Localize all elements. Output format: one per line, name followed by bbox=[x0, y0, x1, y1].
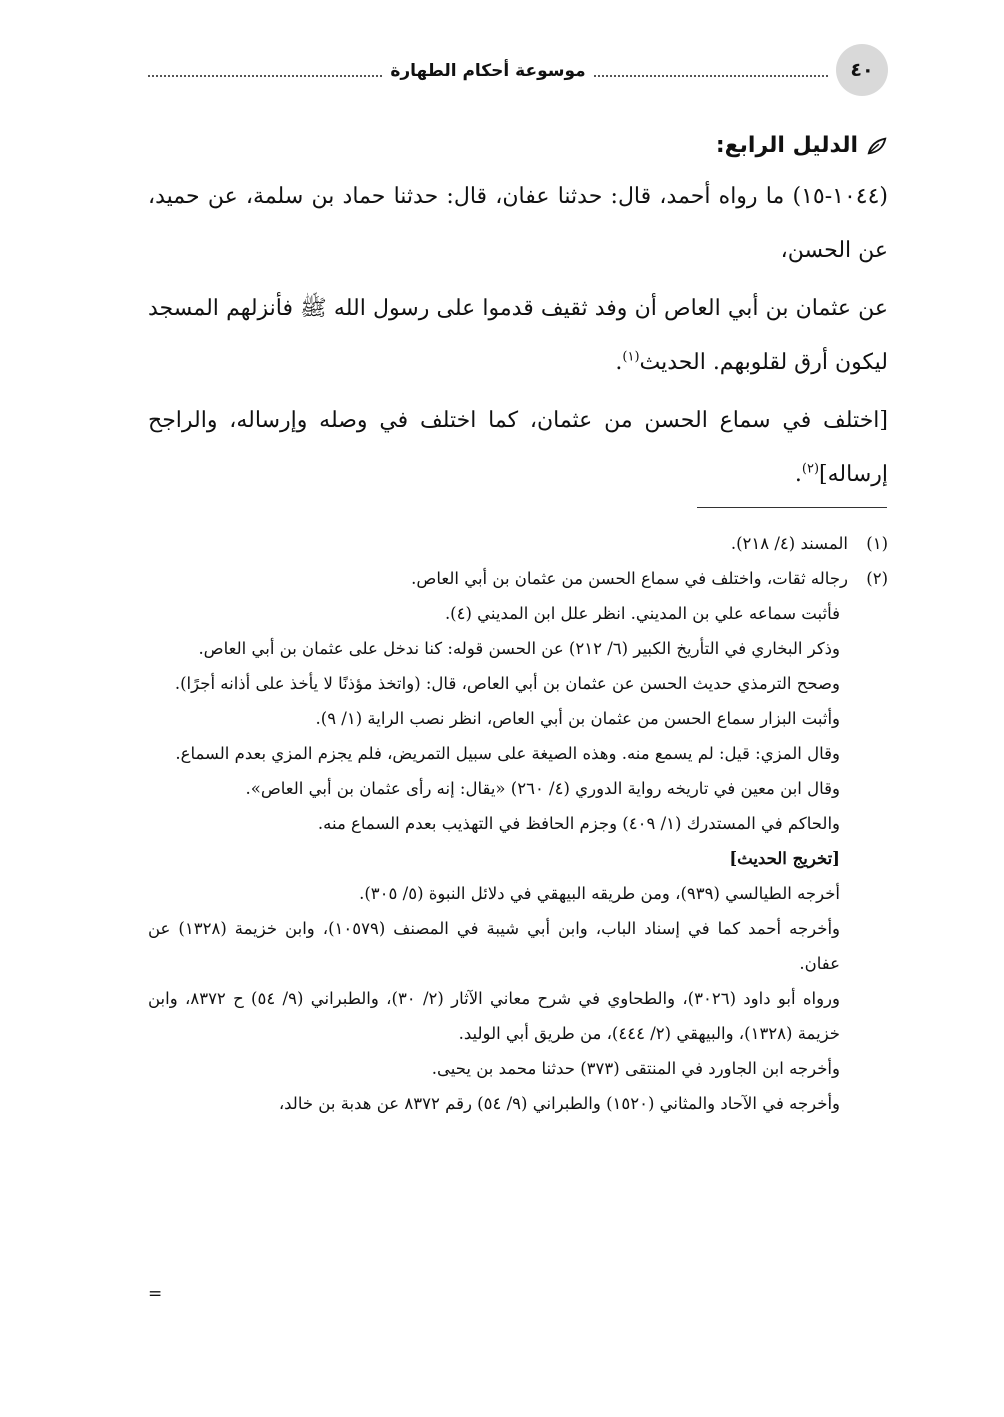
takhrij-heading: [تخريج الحديث] bbox=[729, 849, 840, 868]
footnote-2-number: (٢) bbox=[866, 569, 888, 588]
continuation-mark: = bbox=[148, 1284, 163, 1304]
section-heading bbox=[148, 122, 888, 170]
hadith-matn bbox=[148, 282, 888, 390]
footnotes bbox=[148, 526, 888, 1121]
footnote-2-line: رجاله ثقات، واختلف في سماع الحسن من عثمان بن أبي العاص. bbox=[411, 569, 848, 588]
footnote-2-line: فأثبت سماعه علي بن المديني. انظر علل ابن المديني (٤). bbox=[444, 604, 840, 623]
ruling-note-end: . bbox=[794, 462, 802, 487]
main-text bbox=[148, 122, 888, 502]
footnote-ref-2: (٢) bbox=[801, 461, 820, 477]
footnote-2 bbox=[148, 561, 888, 596]
running-header bbox=[148, 56, 828, 86]
hadith-matn-text: عن عثمان بن أبي العاص أن وفد ثقيف قدموا على رسول الله ﷺ فأنزلهم المسجد ليكون أرق لقلوبهم. الحديث bbox=[148, 296, 888, 375]
footnote-2-line: وقال ابن معين في تاريخه رواية الدوري (٤/ ٢٦٠) «يقال: إنه رأى عثمان بن أبي العاص». bbox=[245, 779, 840, 798]
footnote-2-line: والحاكم في المستدرك (١/ ٤٠٩) وجزم الحافظ في التهذيب بعدم السماع منه. bbox=[317, 814, 840, 833]
takhrij-line: ورواه أبو داود (٣٠٢٦)، والطحاوي في شرح معاني الآثار (٢/ ٣٠)، والطبراني (٩/ ٥٤) ح ٨٣٧٢، وابن خزيمة (١٣٢٨)، والبيهقي (٢/ ٤٤٤)، من طريق أبي الوليد. bbox=[148, 989, 840, 1043]
footnote-separator bbox=[697, 507, 887, 508]
header-dots-left bbox=[148, 75, 382, 77]
hadith-isnad: (١٠٤٤-١٥) ما رواه أحمد، قال: حدثنا عفان، قال: حدثنا حماد بن سلمة، عن حميد، عن الحسن، bbox=[148, 184, 888, 263]
footnote-1-text: المسند (٤/ ٢١٨). bbox=[730, 534, 848, 553]
footnote-2-line: وذكر البخاري في التأريخ الكبير (٦/ ٢١٢) عن الحسن قوله: كنا ندخل على عثمان بن أبي العاص. bbox=[198, 639, 840, 658]
ruling-note bbox=[148, 394, 888, 502]
footnote-2-line: وصحح الترمذي حديث الحسن عن عثمان بن أبي العاص، قال: (واتخذ مؤذنًا لا يأخذ على أذانه أجرًا). bbox=[174, 674, 840, 693]
takhrij-line: وأخرجه أحمد كما في إسناد الباب، وابن أبي شيبة في المصنف (١٠٥٧٩)، وابن خزيمة (١٣٢٨) عن عفان. bbox=[148, 919, 840, 973]
takhrij-line: وأخرجه ابن الجاورد في المنتقى (٣٧٣) حدثنا محمد بن يحيى. bbox=[431, 1059, 840, 1078]
footnote-1-number: (١) bbox=[866, 534, 888, 553]
hadith-matn-end: . bbox=[615, 350, 623, 375]
footnote-1 bbox=[148, 526, 888, 561]
section-heading-text: الدليل الرابع: bbox=[715, 133, 858, 158]
running-title: موسوعة أحكام الطهارة bbox=[390, 61, 586, 81]
header-dots-right bbox=[594, 75, 828, 77]
page-number: ٤٠ bbox=[836, 44, 888, 96]
takhrij-line: وأخرجه في الآحاد والمثاني (١٥٢٠) والطبراني (٩/ ٥٤) رقم ٨٣٧٢ عن هدبة بن خالد، bbox=[278, 1094, 840, 1113]
takhrij-line: أخرجه الطيالسي (٩٣٩)، ومن طريقه البيهقي في دلائل النبوة (٥/ ٣٠٥). bbox=[359, 884, 840, 903]
footnote-2-line: وقال المزي: قيل: لم يسمع منه. وهذه الصيغة على سبيل التمريض، فلم يجزم المزي بعدم السماع. bbox=[175, 744, 840, 763]
ruling-note-text: [اختلف في سماع الحسن من عثمان، كما اختلف في وصله وإرساله، والراجح إرساله] bbox=[148, 408, 888, 487]
leaf-ornament-icon bbox=[866, 135, 888, 157]
footnote-2-line: وأثبت البزار سماع الحسن من عثمان بن أبي العاص، انظر نصب الراية (١/ ٩). bbox=[315, 709, 840, 728]
footnote-ref-1: (١) bbox=[622, 349, 640, 365]
